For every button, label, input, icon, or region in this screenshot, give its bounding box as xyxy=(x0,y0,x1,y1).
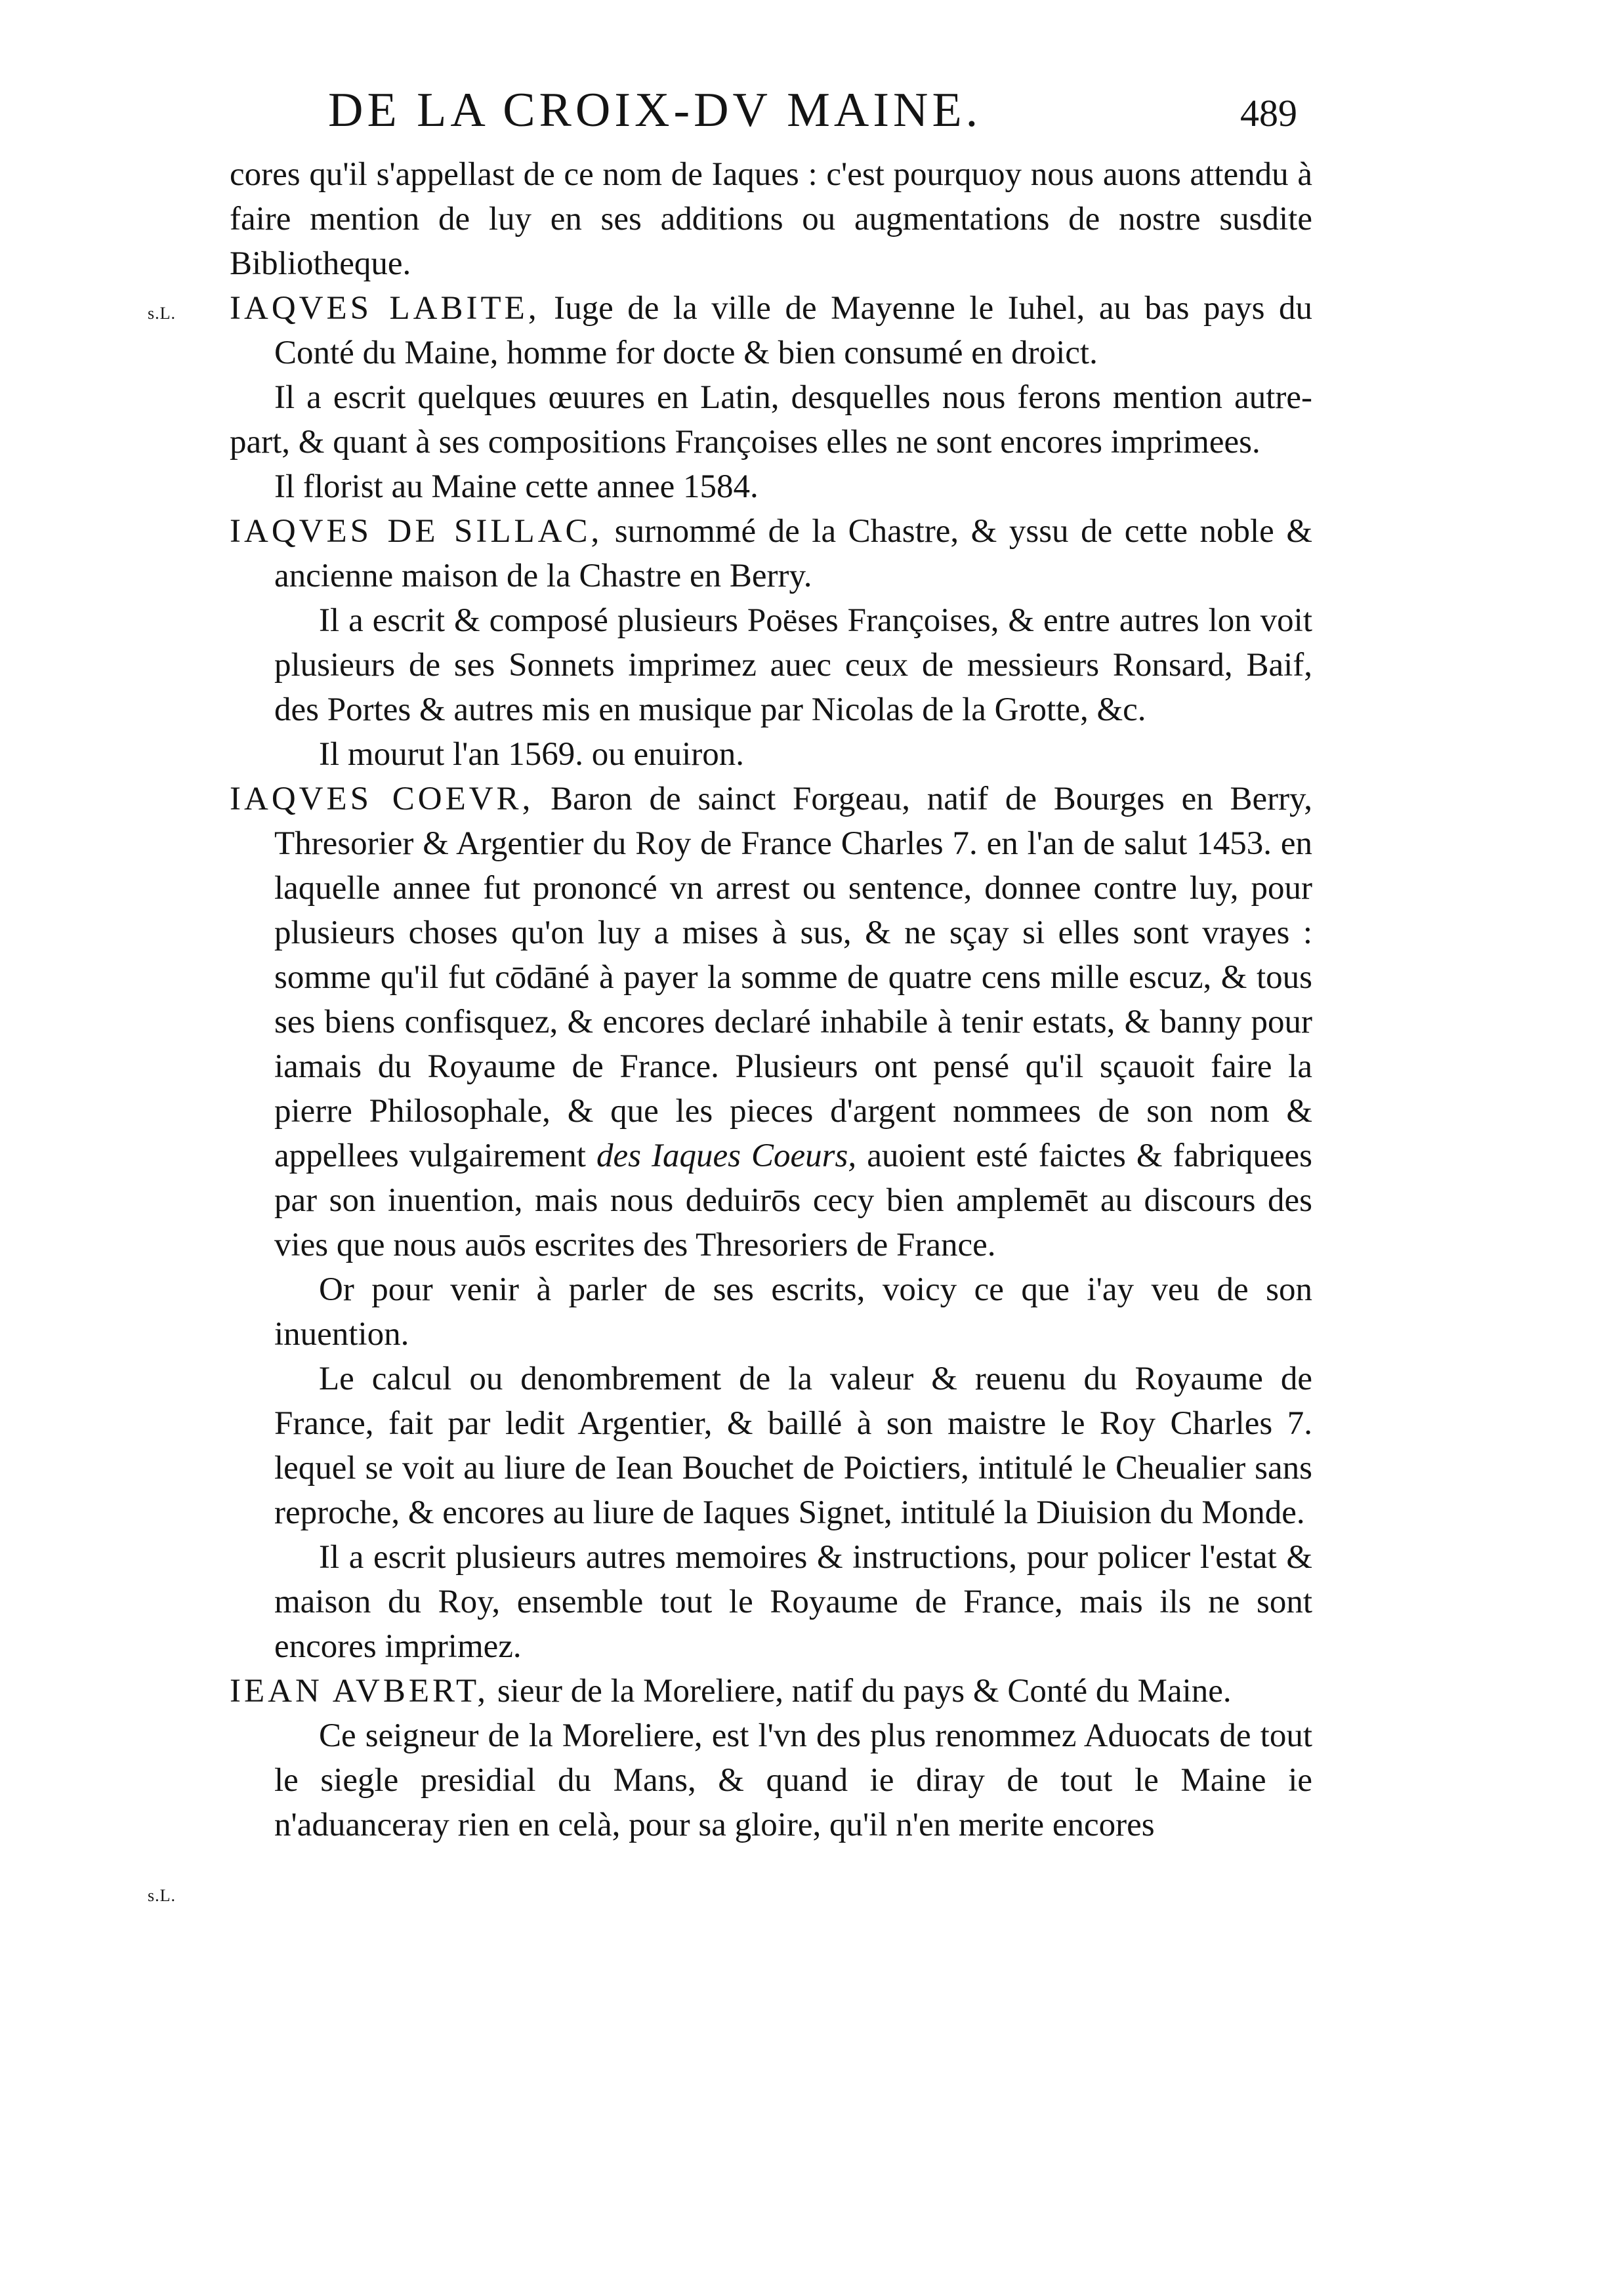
margin-marker: s.L. xyxy=(148,304,176,323)
paragraph: Or pour venir à parler de ses escrits, voicy ce que i'ay veu de son inuention. xyxy=(274,1271,1312,1353)
entry-description-cont: auoient esté faictes & fabriquees par son inuention, mais nous deduirōs cecy bien amplemēt au discours des vies que nous auōs escrites des Thresoriers de France. xyxy=(274,1138,1312,1263)
paragraph: Il mourut l'an 1569. ou enuiron. xyxy=(319,736,745,773)
entry-description: surnommé de la Chastre, & yssu de cette noble & ancienne maison de la Chastre en Berry. xyxy=(274,513,1312,594)
paragraph: Il florist au Maine cette annee 1584. xyxy=(274,468,759,505)
entry-description: Iuge de la ville de Mayenne le Iuhel, au bas pays du Conté du Maine, homme for docte & bien consumé en droict. xyxy=(274,290,1313,371)
entry-name: IAQVES COEVR, xyxy=(230,781,534,817)
entry-description: Baron de sainct Forgeau, natif de Bourges en Berry, Thresorier & Argentier du Roy de France Charles 7. en l'an de salut 1453. en laquelle annee fut prononcé vn arrest ou sentence, donnee contre luy, pour plusieurs choses qu'on luy a mises à sus, & ne sçay si elles sont vrayes : somme qu'il fut cōdāné à payer la somme de quatre cens mille escuz, & tous ses biens confisquez, & encores declaré inhabile à tenir estats, & banny pour iamais du Royaume de France. Plusieurs ont pensé qu'il sçauoit faire la pierre Philosophale, & que les pieces d'argent nommees de son nom & appellees vulgairement xyxy=(274,781,1312,1174)
entry-name: IAQVES LABITE, xyxy=(230,290,540,327)
running-title: DE LA CROIX-DV MAINE. xyxy=(328,83,982,137)
entry-iaques-de-sillac xyxy=(230,509,1312,598)
entry-name: IAQVES DE SILLAC, xyxy=(230,513,603,550)
entry-description: sieur de la Moreliere, natif du pays & Conté du Maine. xyxy=(489,1673,1232,1710)
paragraph: Il a escrit quelques œuures en Latin, desquelles nous ferons mention autre-part, & quant à ses compositions Françoises elles ne sont encores imprimees. xyxy=(230,379,1312,461)
paragraph: Il a escrit plusieurs autres memoires & instructions, pour policer l'estat & maison du Roy, ensemble tout le Royaume de France, mais ils ne sont encores imprimez. xyxy=(274,1539,1312,1665)
margin-marker: s.L. xyxy=(148,1886,176,1905)
entry-iean-aubert xyxy=(230,1669,1312,1713)
entry-name: IEAN AVBERT, xyxy=(230,1673,489,1710)
entry-iaques-labite xyxy=(230,286,1312,375)
paragraph: Le calcul ou denombrement de la valeur & reuenu du Royaume de France, fait par ledit Argentier, & baillé à son maistre le Roy Charles 7. lequel se voit au liure de Iean Bouchet de Poictiers, intitulé le Cheualier sans reproche, & encores au liure de Iaques Signet, intitulé la Diuision du Monde. xyxy=(274,1361,1312,1531)
page-number: 489 xyxy=(1240,92,1297,134)
paragraph: Ce seigneur de la Moreliere, est l'vn des plus renommez Aduocats de tout le siegle presidial du Mans, & quand ie diray de tout le Maine ie n'aduanceray rien en celà, pour sa gloire, qu'il n'en merite encores xyxy=(274,1717,1312,1843)
entry-iaques-coeur xyxy=(230,777,1312,1267)
italic-phrase: des Iaques Coeurs, xyxy=(596,1138,857,1174)
paragraph-continuation: cores qu'il s'appellast de ce nom de Iaques : c'est pourquoy nous auons attendu à faire mention de luy en ses additions ou augmentations de nostre susdite Bibliotheque. xyxy=(230,156,1312,282)
running-head xyxy=(328,77,1312,143)
paragraph: Il a escrit & composé plusieurs Poëses Françoises, & entre autres lon voit plusieurs de ses Sonnets imprimez auec ceux de messieurs Ronsard, Baif, des Portes & autres mis en musique par Nicolas de la Grotte, &c. xyxy=(274,602,1312,728)
body-text xyxy=(230,152,1312,1847)
